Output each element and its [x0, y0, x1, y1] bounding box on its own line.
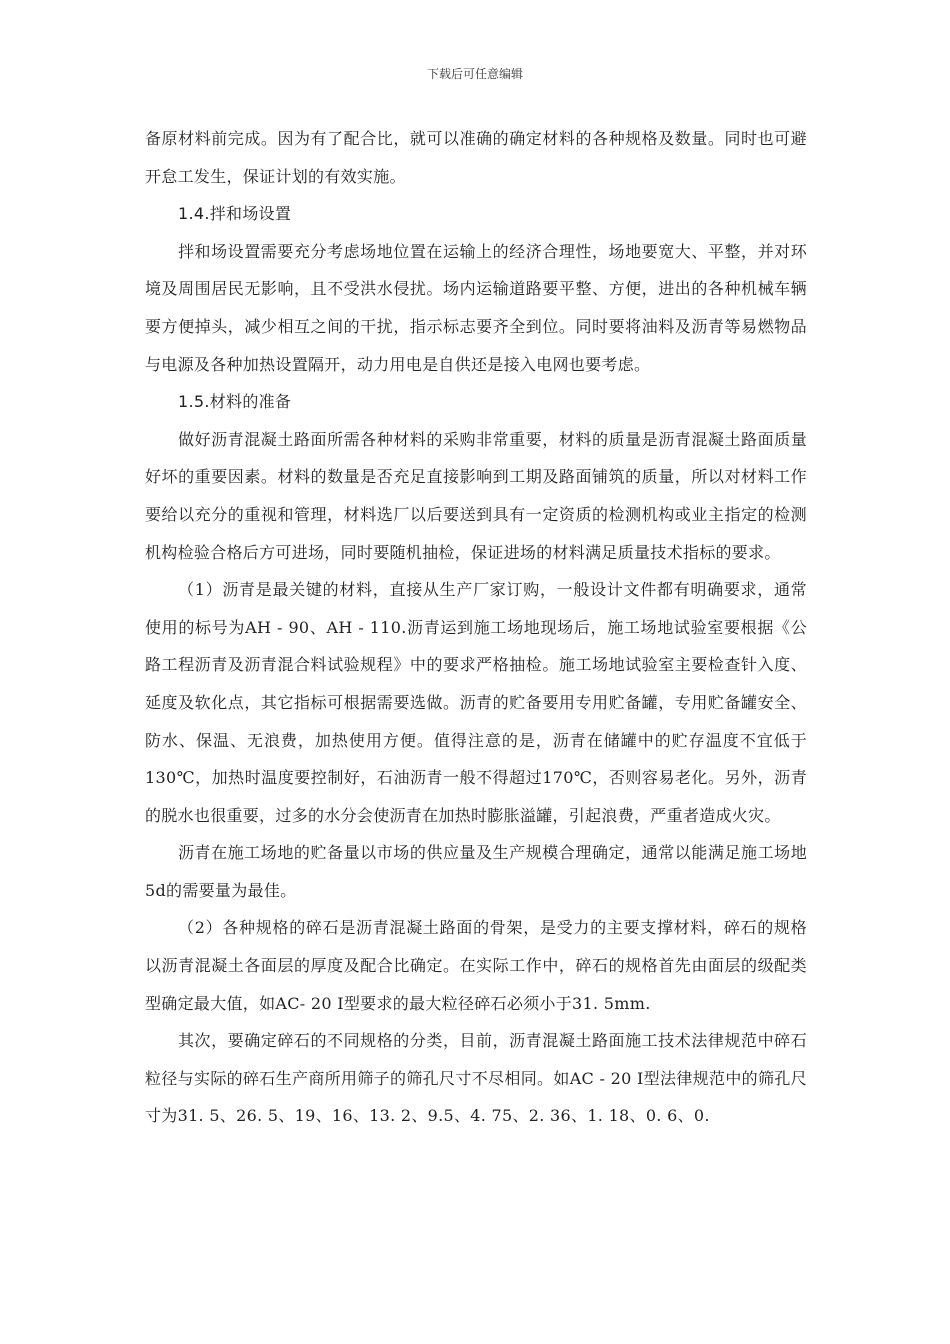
- section-heading-1-5: 1.5.材料的准备: [178, 392, 292, 412]
- paragraph-mixing-plant: 拌和场设置需要充分考虑场地位置在运输上的经济合理性，场地要宽大、平整，并对环境及周围居民无影响，且不受洪水侵扰。场内运输道路要平整、方便，进出的各种机械车辆要方便掉头，减少相互之间的干扰，指示标志要齐全到位。同时要将油料及沥青等易燃物品与电源及各种加热设置隔开，动力用电是自供还是接入电网也要考虑。: [145, 241, 807, 374]
- paragraph-asphalt-storage: 沥青在施工场地的贮备量以市场的供应量及生产规模合理确定，通常以能满足施工场地5d的需要量为最佳。: [145, 843, 807, 900]
- paragraph-stone-classification: 其次，要确定碎石的不同规格的分类，目前，沥青混凝土路面施工技术法律规范中碎石粒径与实际的碎石生产商所用筛子的筛孔尺寸不尽相同。如AC - 20 I型法律规范中的筛孔尺寸为31. 5、26. 5、19、16、13. 2、9.5、4. 75、2. 36、1. 18、0. 6、0.: [145, 1031, 807, 1126]
- paragraph-asphalt: （1）沥青是最关键的材料，直接从生产厂家订购，一般设计文件都有明确要求，通常使用的标号为AH - 90、AH - 110.沥青运到施工场地现场后，施工场地试验室要根据《公路工程沥青及沥青混合料试验规程》中的要求严格抽检。施工场地试验室主要检查针入度、延度及软化点，其它指标可根据需要选做。沥青的贮备要用专用贮备罐，专用贮备罐安全、防水、保温、无浪费，加热使用方便。值得注意的是，沥青在储罐中的贮存温度不宜低于130℃，加热时温度要控制好，石油沥青一般不得超过170℃，否则容易老化。另外，沥青的脱水也很重要，过多的水分会使沥青在加热时膨胀溢罐，引起浪费，严重者造成火灾。: [145, 580, 807, 825]
- paragraph-crushed-stone: （2）各种规格的碎石是沥青混凝土路面的骨架，是受力的主要支撑材料，碎石的规格以沥青混凝土各面层的厚度及配合比确定。在实际工作中，碎石的规格首先由面层的级配类型确定最大值，如AC- 20 I型要求的最大粒径碎石必须小于31. 5mm.: [145, 918, 807, 1013]
- paragraph-continuation: 备原材料前完成。因为有了配合比，就可以准确的确定材料的各种规格及数量。同时也可避开怠工发生，保证计划的有效实施。: [145, 129, 807, 186]
- paragraph-material-prep: 做好沥青混凝土路面所需各种材料的采购非常重要，材料的质量是沥青混凝土路面质量好坏的重要因素。材料的数量是否充足直接影响到工期及路面铺筑的质量，所以对材料工作要给以充分的重视和管理，材料选厂以后要送到具有一定资质的检测机构或业主指定的检测机构检验合格后方可进场，同时要随机抽检，保证进场的材料满足质量技术指标的要求。: [145, 429, 807, 562]
- section-heading-1-4: 1.4.拌和场设置: [178, 204, 292, 224]
- page-header: 下载后可任意编辑: [426, 67, 523, 81]
- document-body: [145, 120, 807, 1135]
